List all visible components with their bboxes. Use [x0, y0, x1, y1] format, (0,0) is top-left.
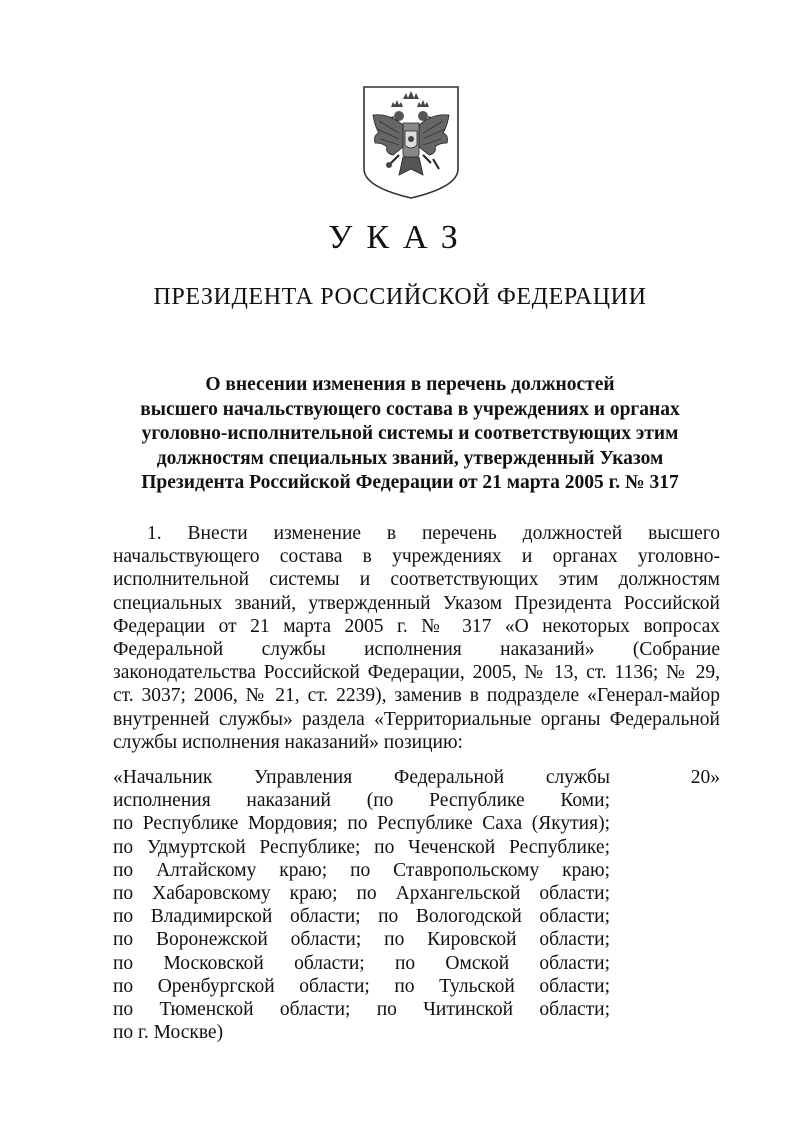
position-line: исполнения наказаний (по Республике Коми; — [113, 790, 610, 812]
document-subtitle: ПРЕЗИДЕНТА РОССИЙСКОЙ ФЕДЕРАЦИИ — [153, 284, 647, 310]
body-line: исполнительной системы и соответствующих этим должностям — [113, 569, 720, 591]
body-line: 1. Внести изменение в перечень должностей высшего — [147, 523, 720, 544]
position-text — [113, 766, 610, 1044]
position-line: по Удмуртской Республике; по Чеченской Республике; — [113, 836, 610, 858]
body-line: Федерации от 21 марта 2005 г. № 317 «О некоторых вопросах — [113, 615, 720, 637]
position-line: по г. Москве) — [113, 1022, 224, 1044]
double-headed-eagle-icon — [359, 83, 463, 201]
position-line: по Хабаровскому краю; по Архангельской области; — [113, 882, 610, 904]
position-number: 20» — [690, 767, 720, 788]
heading-line: О внесении изменения в перечень должностей — [205, 374, 615, 395]
position-line: по Оренбургской области; по Тульской области; — [113, 975, 610, 997]
body-line: внутренней службы» раздела «Территориальные органы Федеральной — [113, 708, 720, 730]
document-title: УКАЗ — [328, 219, 472, 256]
heading-line: уголовно-исполнительной системы и соответствующих этим — [141, 423, 679, 445]
position-line: «Начальник Управления Федеральной службы — [113, 767, 610, 788]
body-line: Федеральной службы исполнения наказаний» (Собрание — [113, 638, 720, 660]
position-line: по Воронежской области; по Кировской области; — [113, 929, 610, 951]
decree-heading — [100, 373, 720, 496]
heading-line: должностям специальных званий, утвержденный Указом — [156, 447, 664, 469]
decree-body — [113, 522, 720, 754]
position-entry — [113, 766, 720, 1044]
body-line: специальных званий, утвержденный Указом Президента Российской — [113, 592, 720, 614]
position-line: по Владимирской области; по Вологодской области; — [113, 906, 610, 928]
heading-line: Президента Российской Федерации от 21 марта 2005 г. № 317 — [141, 472, 679, 494]
position-line: по Алтайскому краю; по Ставропольскому краю; — [113, 859, 610, 881]
body-line: службы исполнения наказаний» позицию: — [113, 731, 463, 753]
position-line: по Республике Мордовия; по Республике Саха (Якутия); — [113, 813, 610, 835]
heading-line: высшего начальствующего состава в учреждениях и органах — [140, 398, 680, 420]
body-line: начальствующего состава в учреждениях и органах уголовно- — [113, 546, 720, 568]
position-line: по Тюменской области; по Читинской области; — [113, 998, 610, 1020]
position-line: по Московской области; по Омской области; — [113, 952, 610, 974]
body-line: законодательства Российской Федерации, 2005, № 13, ст. 1136; № 29, — [113, 662, 720, 684]
body-line: ст. 3037; 2006, № 21, ст. 2239), заменив в подразделе «Генерал-майор — [113, 685, 720, 707]
